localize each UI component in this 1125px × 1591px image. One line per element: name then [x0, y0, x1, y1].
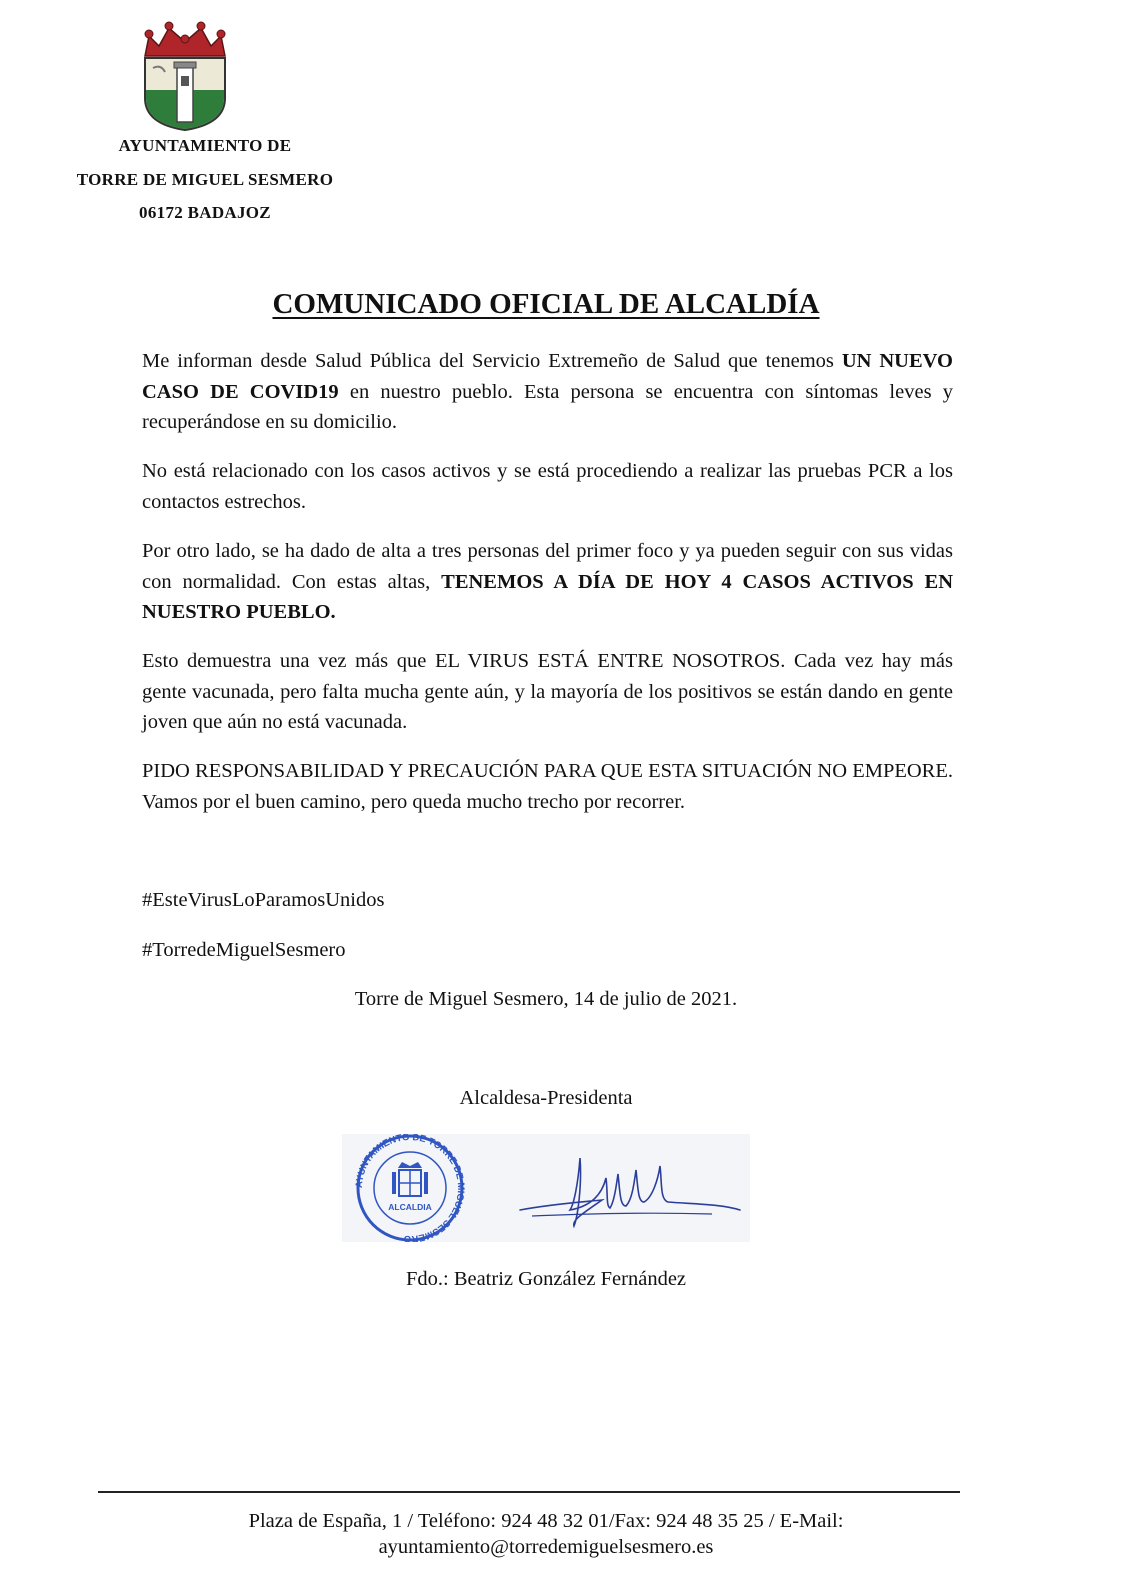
paragraph-responsibility: PIDO RESPONSABILIDAD Y PRECAUCIÓN PARA QUE ESTA SITUACIÓN NO EMPEORE. Vamos por el buen camino, pero queda mucho trecho por recorrer.: [142, 760, 953, 813]
document-title: COMUNICADO OFICIAL DE ALCALDÍA: [272, 288, 820, 320]
paragraph-pcr-tests: No está relacionado con los casos activos y se está procediendo a realizar las pruebas PCR a los contactos estrechos.: [142, 460, 953, 513]
org-postal-line: 06172 BADAJOZ: [139, 203, 271, 222]
place-and-date: Torre de Miguel Sesmero, 14 de julio de 2021.: [354, 988, 738, 1010]
footer-contact-line: Plaza de España, 1 / Teléfono: 924 48 32 01/Fax: 924 48 35 25 / E-Mail:: [248, 1510, 844, 1532]
hashtag: #TorredeMiguelSesmero: [142, 939, 346, 961]
svg-text:AYUNTAMIENTO DE TORRE DE MIGUE: AYUNTAMIENTO DE TORRE DE MIGUEL SESMERO: [353, 1134, 467, 1242]
org-name-line2: TORRE DE MIGUEL SESMERO: [76, 170, 334, 189]
org-name-line1: AYUNTAMIENTO DE: [118, 136, 292, 155]
signatory-role: Alcaldesa-Presidenta: [459, 1087, 633, 1109]
handwritten-signature-icon: [512, 1144, 742, 1234]
svg-text:ALCALDIA: ALCALDIA: [388, 1202, 432, 1212]
paragraph-active-cases: Por otro lado, se ha dado de alta a tres personas del primer foco y ya pueden seguir con sus vidas con normalidad. Con estas altas, TENEMOS A DÍA DE HOY 4 CASOS ACTIVOS EN NUESTRO PUEBLO.: [142, 540, 953, 623]
hashtag: #EsteVirusLoParamosUnidos: [142, 889, 385, 911]
footer-divider: [98, 1491, 960, 1493]
signature-block: [342, 1134, 750, 1242]
paragraph-new-case: Me informan desde Salud Pública del Servicio Extremeño de Salud que tenemos UN NUEVO CASO DE COVID19 en nuestro pueblo. Esta persona se encuentra con síntomas leves y recuperándose en su domicilio.: [142, 350, 953, 433]
signed-by: Fdo.: Beatriz González Fernández: [405, 1268, 687, 1290]
footer-email: ayuntamiento@torredemiguelsesmero.es: [378, 1536, 714, 1558]
coat-of-arms-icon: [139, 20, 231, 132]
paragraph-virus-among-us: Esto demuestra una vez más que EL VIRUS ESTÁ ENTRE NOSOTROS. Cada vez hay más gente vacunada, pero falta mucha gente aún, y la mayoría de los positivos se están dando en gente joven que aún no está vacunada.: [142, 650, 953, 733]
